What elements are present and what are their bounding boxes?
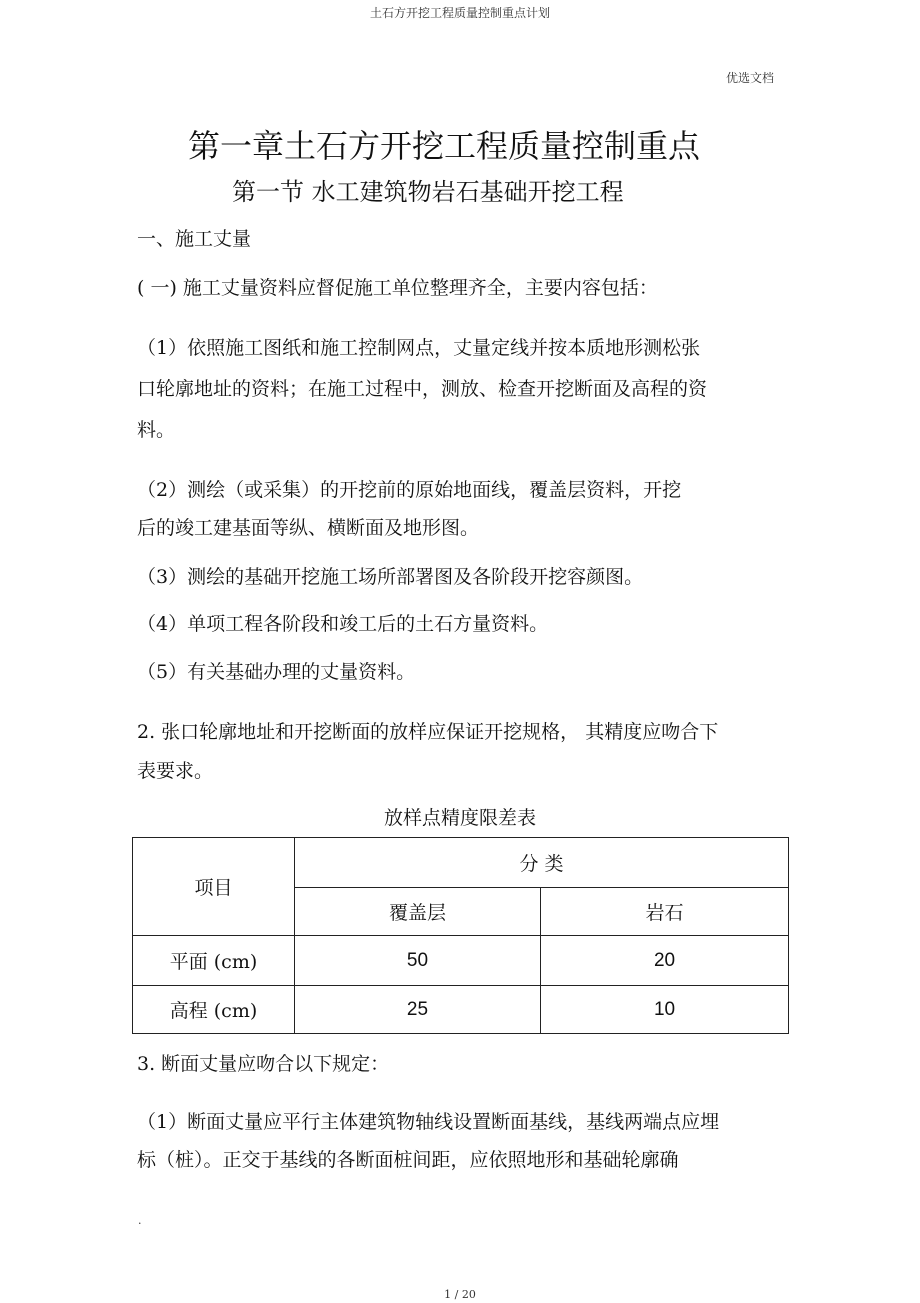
table-cell-cover: 25 xyxy=(295,986,541,1034)
page-number: 1 / 20 xyxy=(444,1288,476,1301)
para-2-line-2: 后的竣工建基面等纵、横断面及地形图。 xyxy=(137,517,480,539)
table-header-cover-layer: 覆盖层 xyxy=(295,888,541,936)
para-1-line-1: （1）依照施工图纸和施工控制网点，丈量定线并按本质地形测松张 xyxy=(137,337,701,359)
para-3: （3）测绘的基础开挖施工场所部署图及各阶段开挖容颜图。 xyxy=(137,566,644,588)
chapter-title: 第一章土石方开挖工程质量控制重点 xyxy=(188,127,701,165)
footer-dot: . xyxy=(138,1214,142,1227)
table-row-label: 高程 (cm) xyxy=(133,986,295,1034)
table-row xyxy=(133,986,789,1034)
heading-construction-survey: 一、施工丈量 xyxy=(137,228,252,250)
para-6-line-1: （1）断面丈量应平行主体建筑物轴线设置断面基线，基线两端点应埋 xyxy=(137,1111,720,1133)
table-header-item: 项目 xyxy=(133,838,295,936)
table-header-rock: 岩石 xyxy=(541,888,789,936)
table-row-label: 平面 (cm) xyxy=(133,936,295,986)
item-3: 3. 断面丈量应吻合以下规定： xyxy=(137,1053,390,1075)
table-caption: 放样点精度限差表 xyxy=(383,807,536,829)
para-2-line-1: （2）测绘（或采集）的开挖前的原始地面线，覆盖层资料，开挖 xyxy=(137,479,682,501)
item-1-intro: ( 一) 施工丈量资料应督促施工单位整理齐全，主要内容包括： xyxy=(137,277,658,299)
tolerance-table xyxy=(132,837,789,1034)
item-2-line-2: 表要求。 xyxy=(137,760,214,782)
page-header-title: 土石方开挖工程质量控制重点计划 xyxy=(369,6,550,20)
para-4: （4）单项工程各阶段和竣工后的土石方量资料。 xyxy=(137,613,549,635)
table-cell-rock: 10 xyxy=(541,986,789,1034)
item-2-line-1: 2. 张口轮廓地址和开挖断面的放样应保证开挖规格， 其精度应吻合下 xyxy=(137,721,719,743)
header-right-label: 优选文档 xyxy=(726,71,775,85)
table-row xyxy=(133,936,789,986)
table-cell-cover: 50 xyxy=(295,936,541,986)
section-title: 第一节 水工建筑物岩石基础开挖工程 xyxy=(232,178,624,206)
para-1-line-2: 口轮廓地址的资料；在施工过程中，测放、检查开挖断面及高程的资 xyxy=(137,378,708,400)
table-cell-rock: 20 xyxy=(541,936,789,986)
para-6-line-2: 标（桩）。正交于基线的各断面桩间距，应依照地形和基础轮廓确 xyxy=(137,1149,679,1171)
table-header-category: 分 类 xyxy=(295,838,789,888)
para-5: （5）有关基础办理的丈量资料。 xyxy=(137,661,416,683)
para-1-line-3: 料。 xyxy=(137,419,176,441)
